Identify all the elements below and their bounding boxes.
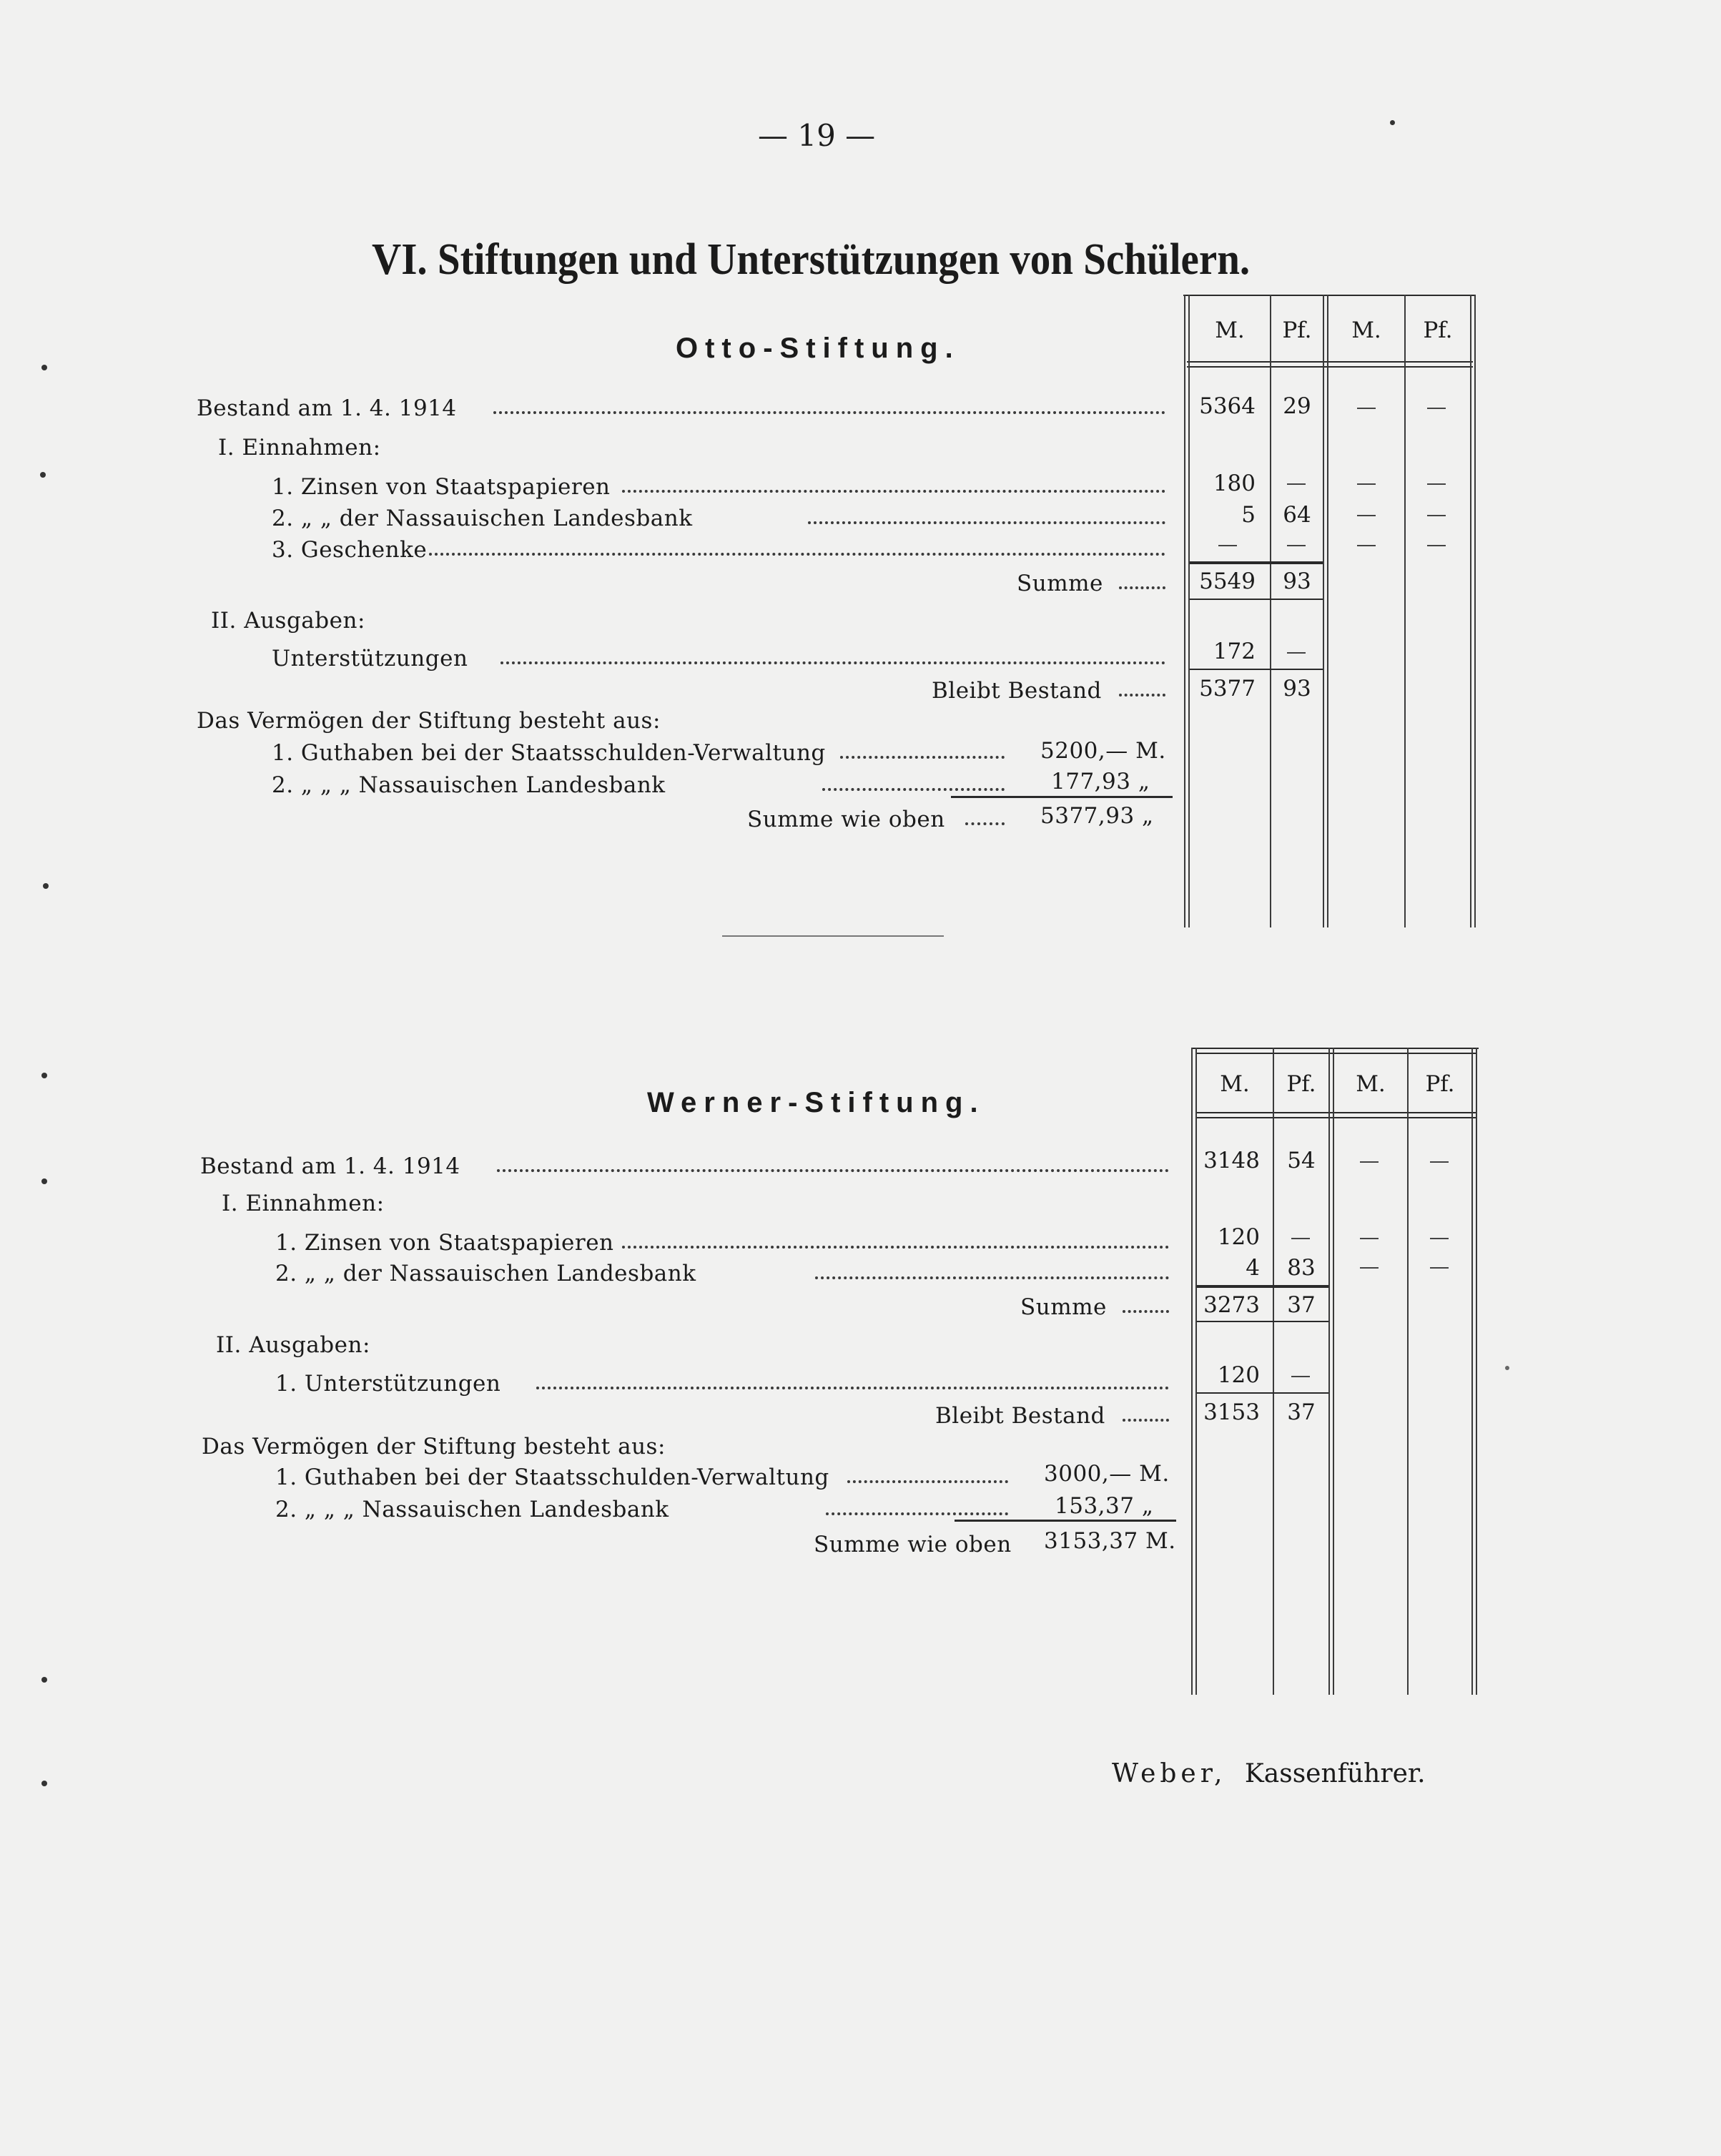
otto-bleibt-pf: 93	[1283, 676, 1311, 702]
otto-bleibt-label: Bleibt Bestand	[932, 678, 1102, 704]
otto-bestand-label: Bestand am 1. 4. 1914	[197, 395, 457, 421]
header-mark: M.	[1220, 1071, 1250, 1097]
werner-vermoegen-value: 3000,— M.	[1044, 1461, 1170, 1487]
header-pfennig: Pf.	[1423, 318, 1453, 343]
werner-bleibt-pf: 37	[1287, 1399, 1316, 1425]
signature-role: Kassenführer.	[1244, 1759, 1426, 1788]
header-mark: M.	[1351, 318, 1381, 343]
werner-summe-label: Summe	[1020, 1294, 1107, 1320]
werner-bestand-label: Bestand am 1. 4. 1914	[200, 1153, 460, 1179]
otto-einnahme-pf: 64	[1283, 502, 1311, 528]
otto-einnahme-label: 1. Zinsen von Staatspapieren	[272, 474, 611, 500]
otto-vermoegen-value: 5200,— M.	[1040, 738, 1166, 764]
otto-ausgaben-label: II. Ausgaben:	[211, 608, 365, 634]
signature-name: Weber,	[1112, 1759, 1227, 1788]
section-divider	[722, 935, 944, 937]
werner-einnahme-pf: 83	[1287, 1255, 1316, 1281]
werner-summe-pf: 37	[1287, 1292, 1316, 1318]
werner-bleibt-label: Bleibt Bestand	[935, 1403, 1105, 1429]
werner-ausgabe-label: 1. Unterstützungen	[275, 1371, 501, 1397]
werner-title: Werner-Stiftung.	[647, 1087, 985, 1118]
werner-einnahme-m: 120	[1217, 1224, 1260, 1250]
werner-einnahme-m: 4	[1246, 1255, 1260, 1281]
otto-vermoegen-label: Das Vermögen der Stiftung besteht aus:	[197, 708, 661, 734]
otto-ausgabe-label: Unterstützungen	[272, 646, 468, 671]
otto-summe-m: 5549	[1199, 568, 1256, 594]
otto-einnahmen-label: I. Einnahmen:	[218, 435, 381, 461]
page-number: — 19 —	[758, 118, 876, 153]
section-title: VI. Stiftungen und Unterstützungen von Schülern.	[372, 235, 1251, 284]
otto-einnahme-label: 3. Geschenke	[272, 537, 428, 563]
werner-bestand-m: 3148	[1203, 1148, 1260, 1173]
werner-vermoegen-item: 1. Guthaben bei der Staatsschulden-Verwaltung	[275, 1465, 829, 1490]
otto-ausgabe-m: 172	[1213, 639, 1256, 664]
werner-bestand-pf: 54	[1287, 1148, 1316, 1173]
werner-summe-m: 3273	[1203, 1292, 1260, 1318]
otto-summe-label: Summe	[1017, 571, 1103, 596]
header-pfennig: Pf.	[1425, 1071, 1455, 1097]
otto-summe-oben-value: 5377,93 „	[1040, 803, 1154, 829]
header-pfennig: Pf.	[1282, 318, 1312, 343]
signature	[1112, 1759, 1426, 1788]
otto-einnahme-label: 2. „ „ der Nassauischen Landesbank	[272, 506, 693, 531]
werner-ausgaben-label: II. Ausgaben:	[216, 1332, 370, 1358]
werner-vermoegen-value: 153,37 „	[1055, 1493, 1154, 1519]
otto-title: Otto-Stiftung.	[676, 333, 960, 364]
otto-bestand-m: 5364	[1199, 393, 1256, 419]
otto-bestand-pf: 29	[1283, 393, 1311, 419]
otto-vermoegen-item: 1. Guthaben bei der Staatsschulden-Verwaltung	[272, 740, 826, 766]
werner-einnahme-label: 1. Zinsen von Staatspapieren	[275, 1230, 614, 1256]
header-pfennig: Pf.	[1286, 1071, 1316, 1097]
werner-vermoegen-item: 2. „ „ „ Nassauischen Landesbank	[275, 1497, 669, 1522]
header-mark: M.	[1356, 1071, 1386, 1097]
otto-vermoegen-item: 2. „ „ „ Nassauischen Landesbank	[272, 772, 666, 798]
werner-einnahmen-label: I. Einnahmen:	[222, 1191, 385, 1216]
werner-ausgabe-m: 120	[1217, 1362, 1260, 1388]
werner-bleibt-m: 3153	[1203, 1399, 1260, 1425]
otto-vermoegen-value: 177,93 „	[1051, 769, 1150, 794]
werner-summe-oben-value: 3153,37 M.	[1044, 1528, 1176, 1554]
otto-einnahme-m: 5	[1241, 502, 1256, 528]
header-mark: M.	[1215, 318, 1245, 343]
otto-summe-oben-label: Summe wie oben	[747, 807, 945, 832]
werner-summe-oben-label: Summe wie oben	[814, 1532, 1012, 1557]
werner-einnahme-label: 2. „ „ der Nassauischen Landesbank	[275, 1261, 696, 1286]
otto-bleibt-m: 5377	[1199, 676, 1256, 702]
werner-vermoegen-label: Das Vermögen der Stiftung besteht aus:	[202, 1434, 666, 1460]
otto-summe-pf: 93	[1283, 568, 1311, 594]
otto-einnahme-m: 180	[1213, 471, 1256, 496]
